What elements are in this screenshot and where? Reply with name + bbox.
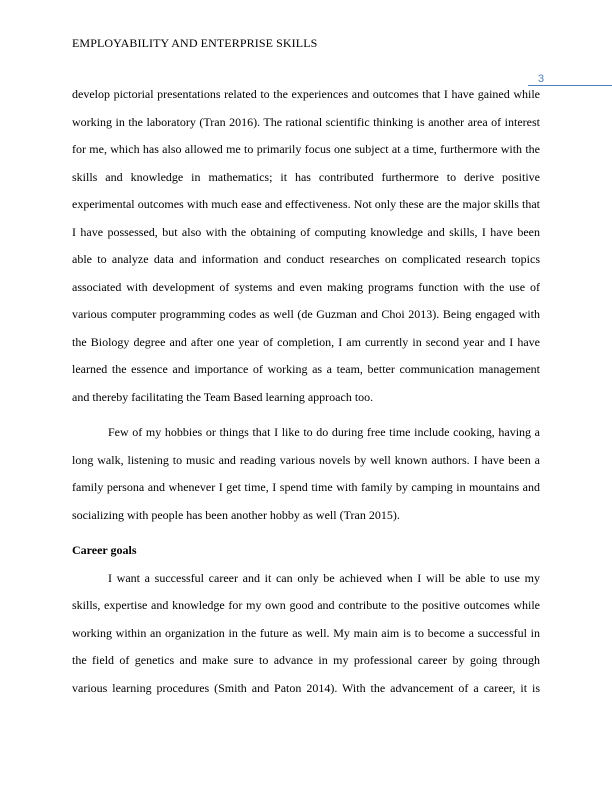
running-header: EMPLOYABILITY AND ENTERPRISE SKILLS [72,36,318,50]
page-number: 3 [538,73,545,85]
paragraph-hobbies: Few of my hobbies or things that I like to do during free time include cooking, having a long walk, listening to music and reading various novels by well known authors. I have been a family persona and whenever I get time, I spend time with family by camping in mountains and socializing with people has been another hobby as well (Tran 2015). [72,425,540,522]
paragraph-skills-continued: develop pictorial presentations related to the experiences and outcomes that I have gained while working in the laboratory (Tran 2016). The rational scientific thinking is another area of interest for me, which has also allowed me to primarily focus one subject at a time, furthermore with the skills and knowledge in mathematics; it has contributed furthermore to derive positive experimental outcomes with much ease and effectiveness. Not only these are the major skills that I have possessed, but also with the obtaining of computing knowledge and skills, I have been able to analyze data and information and conduct researches on complicated research topics associated with development of systems and even making programs function with the use of various computer programming codes as well (de Guzman and Choi 2013). Being engaged with the Biology degree and after one year of completion, I am currently in second year and I have learned the essence and importance of working as a team, better communication management and thereby facilitating the Team Based learning approach too. [72,87,540,404]
page-number-band [528,72,612,86]
body-text [72,81,540,702]
paragraph-career-goals: I want a successful career and it can only be achieved when I will be able to use my skills, expertise and knowledge for my own good and contribute to the positive outcomes while working within an organization in the future as well. My main aim is to become a successful in the field of genetics and make sure to advance in my professional career by going through various learning procedures (Smith and Paton 2014). With the advancement of a career, it is [72,570,540,695]
section-heading-career-goals: Career goals [72,543,137,557]
